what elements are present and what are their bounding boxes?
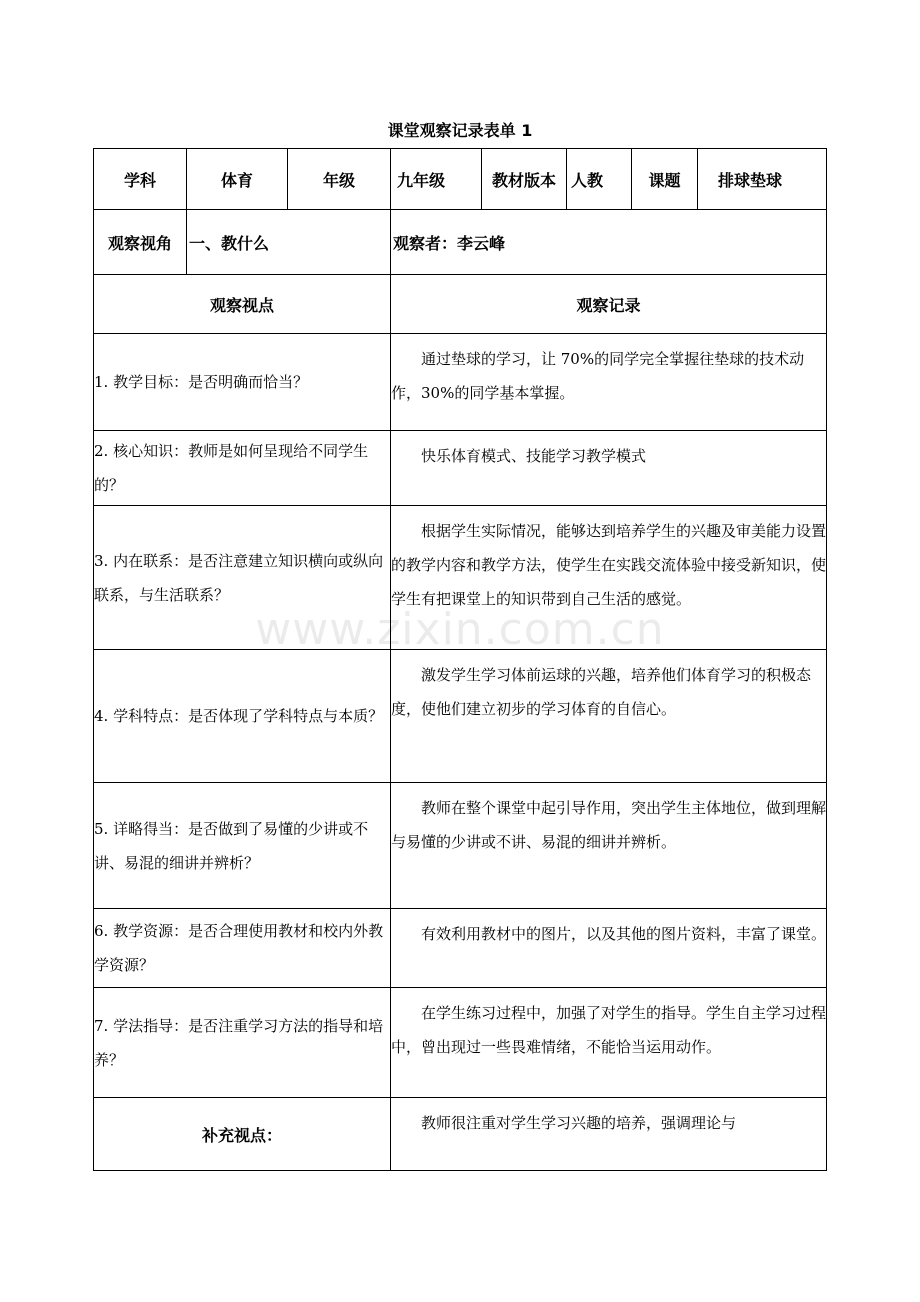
perspective-value: 一、教什么 xyxy=(186,209,391,275)
observation-point: 4. 学科特点：是否体现了学科特点与本质？ xyxy=(93,649,391,783)
supplement-record: 教师很注重对学生学习兴趣的培养，强调理论与 xyxy=(390,1097,827,1171)
observation-record: 根据学生实际情况，能够达到培养学生的兴趣及审美能力设置的教学内容和教学方法，使学生在实践交流体验中接受新知识，使学生有把课堂上的知识带到自己生活的感觉。 xyxy=(390,505,827,650)
supplement-label: 补充视点： xyxy=(93,1097,391,1171)
observation-record: 激发学生学习体前运球的兴趣，培养他们体育学习的积极态度，使他们建立初步的学习体育的自信心。 xyxy=(390,649,827,783)
edition-label: 教材版本 xyxy=(481,148,567,210)
observation-point: 2. 核心知识：教师是如何呈现给不同学生的？ xyxy=(93,430,391,506)
observation-point: 6. 教学资源：是否合理使用教材和校内外教学资源？ xyxy=(93,908,391,988)
topic-label: 课题 xyxy=(631,148,698,210)
observation-record: 通过垫球的学习，让 70%的同学完全掌握往垫球的技术动作，30%的同学基本掌握。 xyxy=(390,333,827,431)
watermark: www.zixin.com.cn xyxy=(255,604,665,655)
observer: 观察者：李云峰 xyxy=(390,209,827,275)
observation-point: 1. 教学目标：是否明确而恰当？ xyxy=(93,333,391,431)
observation-point: 3. 内在联系：是否注意建立知识横向或纵向联系，与生活联系？ xyxy=(93,505,391,650)
column-header-point: 观察视点 xyxy=(93,274,391,334)
column-header-record: 观察记录 xyxy=(390,274,827,334)
observation-record: 快乐体育模式、技能学习教学模式 xyxy=(390,430,827,506)
perspective-label: 观察视角 xyxy=(93,209,187,275)
grade-label: 年级 xyxy=(287,148,391,210)
observation-point: 5. 详略得当：是否做到了易懂的少讲或不讲、易混的细讲并辨析？ xyxy=(93,782,391,909)
observation-record: 在学生练习过程中，加强了对学生的指导。学生自主学习过程中，曾出现过一些畏难情绪，不能恰当运用动作。 xyxy=(390,987,827,1098)
edition-value: 人教 xyxy=(566,148,632,210)
form-title: 课堂观察记录表单 1 xyxy=(387,121,533,140)
grade-value: 九年级 xyxy=(390,148,482,210)
subject-value: 体育 xyxy=(186,148,288,210)
observation-point: 7. 学法指导：是否注重学习方法的指导和培养？ xyxy=(93,987,391,1098)
subject-label: 学科 xyxy=(93,148,187,210)
observation-record: 教师在整个课堂中起引导作用，突出学生主体地位，做到理解与易懂的少讲或不讲、易混的细讲并辨析。 xyxy=(390,782,827,909)
observation-record: 有效利用教材中的图片，以及其他的图片资料，丰富了课堂。 xyxy=(390,908,827,988)
topic-value: 排球垫球 xyxy=(697,148,827,210)
